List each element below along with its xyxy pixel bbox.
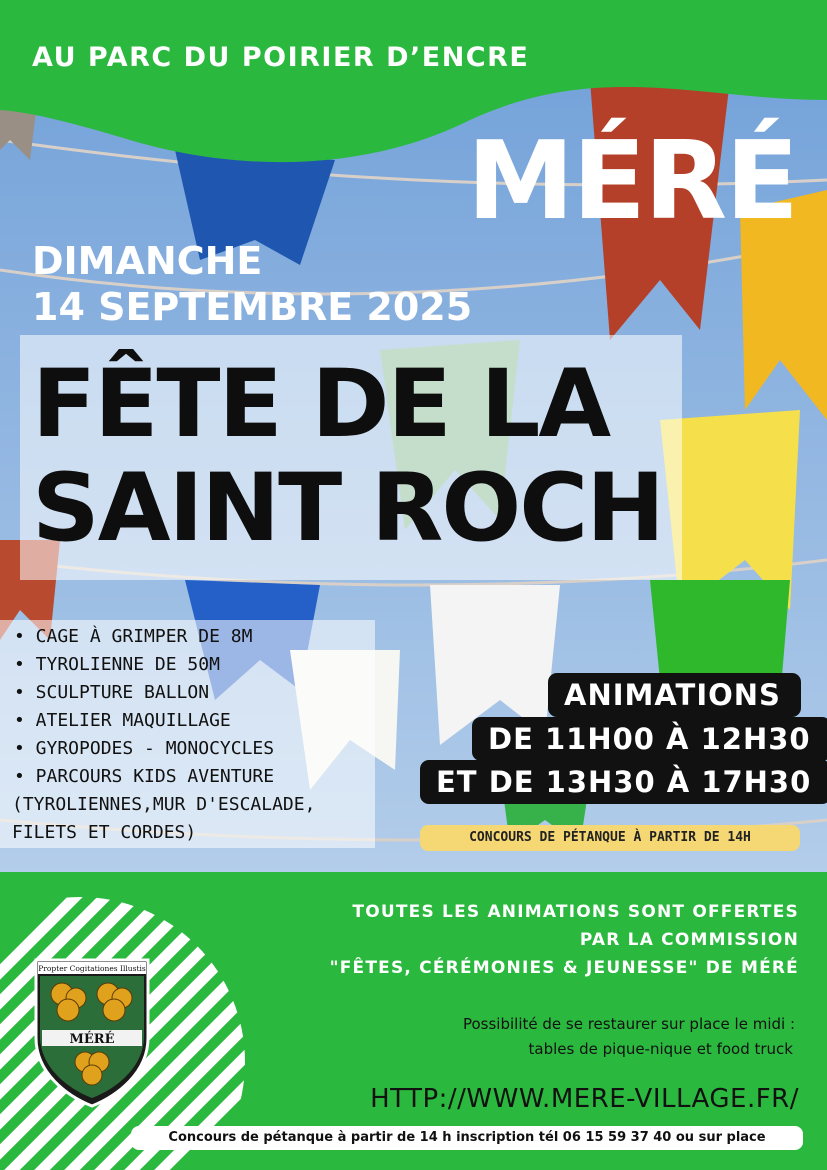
venue-label: AU PARC DU POIRIER D’ENCRE	[32, 42, 530, 73]
website-link[interactable]: HTTP://WWW.MERE-VILLAGE.FR/	[370, 1084, 799, 1114]
title-line-1: FÊTE DE LA	[32, 350, 610, 459]
offer-line-2: PAR LA COMMISSION	[579, 930, 799, 950]
activity-item: FILETS ET CORDES)	[12, 822, 197, 843]
date-day: DIMANCHE	[32, 239, 263, 283]
svg-text:MÉRÉ: MÉRÉ	[69, 1032, 115, 1047]
town-name: MÉRÉ	[466, 119, 797, 244]
activity-item: (TYROLIENNES,MUR D'ESCALADE,	[12, 794, 316, 815]
activity-item: • CAGE À GRIMPER DE 8M	[14, 626, 253, 647]
restauration-line-1: Possibilité de se restaurer sur place le midi :	[462, 1015, 795, 1033]
activity-item: • ATELIER MAQUILLAGE	[14, 710, 231, 731]
title-line-2: SAINT ROCH	[32, 454, 663, 563]
offer-line-3: "FÊTES, CÉRÉMONIES & JEUNESSE" DE MÉRÉ	[329, 958, 799, 978]
footer-registration-info: Concours de pétanque à partir de 14 h inscription tél 06 15 59 37 40 ou sur place	[131, 1126, 803, 1150]
offer-line-1: TOUTES LES ANIMATIONS SONT OFFERTES	[352, 902, 799, 922]
mere-crest-emblem	[32, 958, 152, 1108]
animations-time-1: DE 11H00 À 12H30	[472, 717, 827, 761]
restauration-line-2: tables de pique-nique et food truck	[528, 1040, 793, 1058]
animations-label: ANIMATIONS	[548, 673, 801, 717]
activity-item: • SCULPTURE BALLON	[14, 682, 210, 703]
animations-time-2: ET DE 13H30 À 17H30	[420, 760, 827, 804]
activity-item: • TYROLIENNE DE 50M	[14, 654, 220, 675]
petanque-badge: CONCOURS DE PÉTANQUE À PARTIR DE 14H	[420, 825, 800, 851]
activity-item: • GYROPODES - MONOCYCLES	[14, 738, 275, 759]
activity-item: • PARCOURS KIDS AVENTURE	[14, 766, 275, 787]
svg-text:Propter Cogitationes Illustis: Propter Cogitationes Illustis	[38, 964, 146, 973]
date-full: 14 SEPTEMBRE 2025	[32, 285, 473, 329]
